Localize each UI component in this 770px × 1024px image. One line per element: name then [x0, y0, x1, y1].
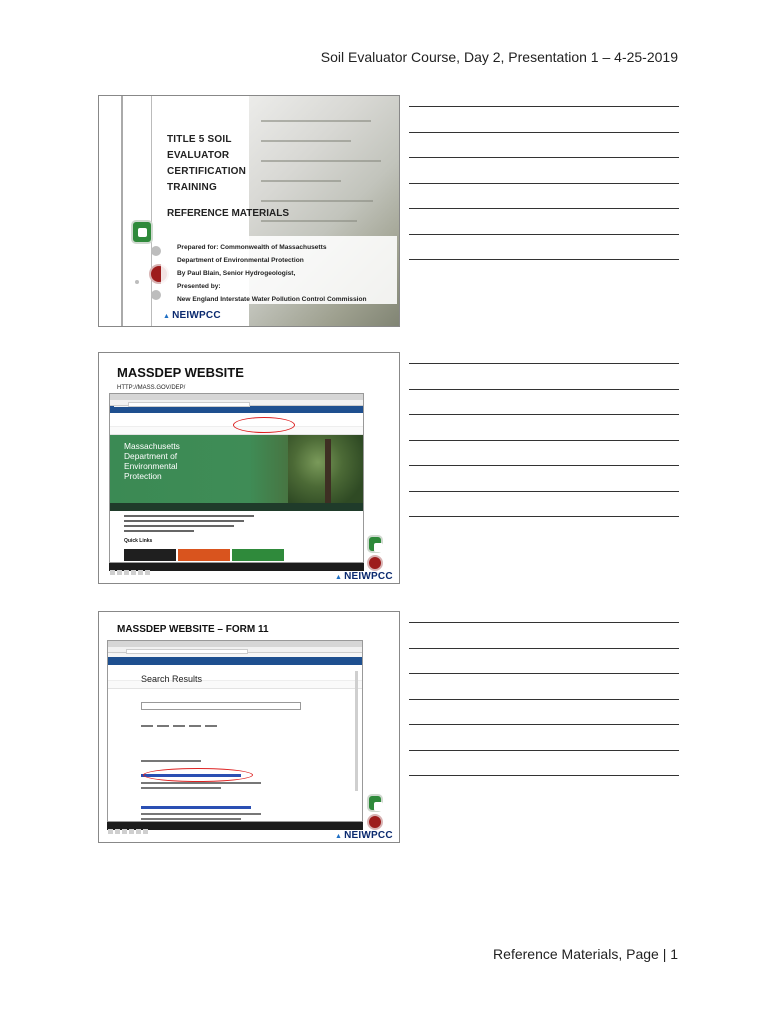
filter-tabs — [141, 714, 241, 718]
page-header: Soil Evaluator Course, Day 2, Presentation 1 – 4-25-2019 — [320, 49, 678, 65]
hero-line: Protection — [124, 471, 162, 481]
page-footer: Reference Materials, Page | 1 — [493, 946, 678, 962]
notes-lines — [409, 622, 679, 801]
slide-massdep-form-11 — [98, 611, 400, 843]
credit-line: Prepared for: Commonwealth of Massachusetts — [177, 244, 327, 251]
notes-lines — [409, 363, 679, 542]
form-11-highlight-oval — [143, 768, 253, 782]
decorative-dot — [151, 246, 161, 256]
slide-url: HTTP://MASS.GOV/DEP/ — [117, 385, 186, 391]
credit-line: New England Interstate Water Pollution Control Commission — [177, 296, 367, 303]
massdep-logo-icon — [367, 535, 383, 553]
slide-massdep-website — [98, 352, 400, 584]
credit-line: Presented by: — [177, 283, 221, 290]
slide-title: MASSDEP WEBSITE — [117, 365, 244, 380]
title-line: CERTIFICATION — [167, 166, 247, 177]
slide-title — [167, 132, 246, 196]
massachusetts-seal-icon — [367, 555, 383, 571]
title-line: EVALUATOR — [167, 150, 230, 161]
title-line: TITLE 5 SOIL — [167, 134, 232, 145]
neiwpcc-logo: ▲ NEIWPCC — [335, 571, 393, 582]
slide-title: MASSDEP WEBSITE – FORM 11 — [117, 624, 269, 635]
taskbar — [109, 563, 364, 571]
title-line: TRAINING — [167, 182, 217, 193]
hero-line: Environmental — [124, 461, 178, 471]
browser-screenshot — [107, 640, 363, 822]
taskbar — [107, 822, 363, 830]
decorative-dot — [135, 280, 139, 284]
quick-links-tiles — [124, 548, 344, 560]
hero-line: Department of — [124, 451, 178, 461]
massdep-logo-icon — [367, 794, 383, 812]
massachusetts-seal-icon — [367, 814, 383, 830]
credit-line: Department of Environmental Protection — [177, 257, 304, 264]
search-highlight-oval — [233, 417, 295, 433]
search-box — [141, 702, 301, 710]
neiwpcc-logo: ▲ NEIWPCC — [335, 830, 393, 841]
slide-title-training — [98, 95, 400, 327]
slide-subtitle: REFERENCE MATERIALS — [167, 208, 290, 219]
quick-links-label: Quick Links — [124, 538, 153, 544]
search-results-heading: Search Results — [141, 674, 203, 684]
massdep-hero-banner — [110, 435, 363, 503]
notes-lines — [409, 106, 679, 285]
hero-line: Massachusetts — [124, 441, 180, 451]
credit-line: By Paul Blain, Senior Hydrogeologist, — [177, 270, 296, 277]
credits-text — [177, 241, 367, 306]
massdep-logo-icon — [131, 220, 153, 244]
decorative-dot — [151, 290, 161, 300]
decorative-line — [121, 96, 123, 326]
browser-screenshot — [109, 393, 364, 563]
neiwpcc-logo: ▲ NEIWPCC — [163, 310, 221, 321]
